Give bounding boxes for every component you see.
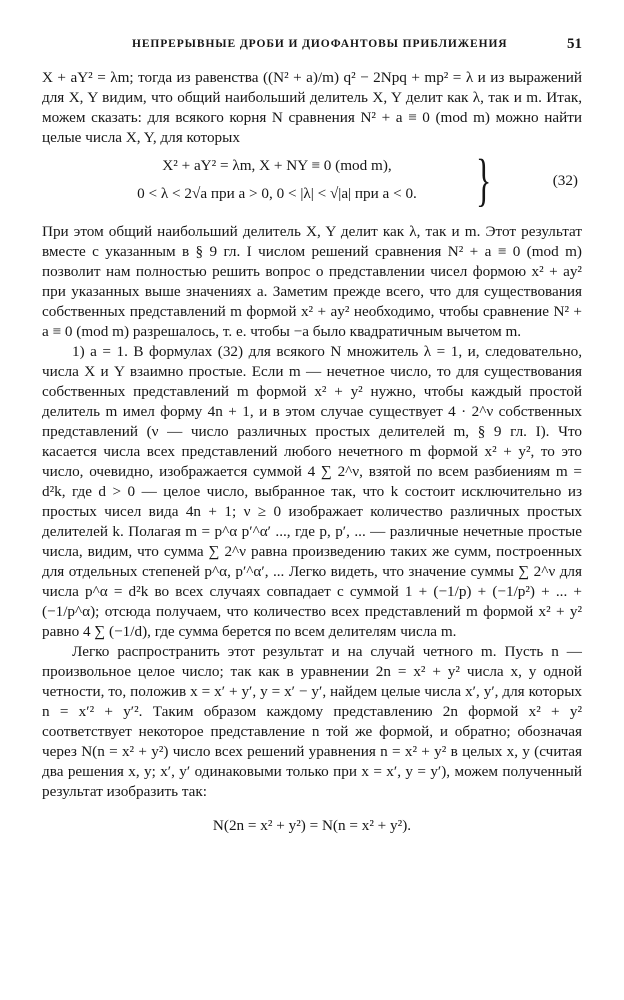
running-head: НЕПРЕРЫВНЫЕ ДРОБИ И ДИОФАНТОВЫ ПРИБЛИЖЕНИЯ xyxy=(132,38,508,50)
equation-32 xyxy=(42,147,582,216)
paragraph-4: Легко распространить этот результат и на случай четного m. Пусть n — произвольное целое число; так как в уравнении 2n = x² + y² числа x, y одной четности, то, положив x = x′ + y′, y = x′ − y′, найдем целые числа x′, y′, для которых n = x′² + y′². Таким образом каждому представлению 2n формой x² + y² соответствует некоторое представление n той же формой, и обратно; обозначая через N(n = x² + y²) число всех решений уравнения n = x² + y² в целых x, y (считая два решения x, y; x′, y′ одинаковыми только при x = x′, y = y′), можем полученный результат изобразить так: xyxy=(42,643,582,800)
equation-number: (32) xyxy=(552,172,578,189)
page-header xyxy=(42,36,582,56)
equation-32-line-2: 0 < λ < 2√a при a > 0, 0 < |λ| < √|a| при a < 0. xyxy=(137,185,417,202)
paragraph-1: X + aY² = λm; тогда из равенства ((N² + a)/m) q² − 2Npq + mp² = λ и из выражений для X, Y видим, что общий наибольший делитель X, Y делит как λ, так и m. Итак, можем сказать: для всякого корня N сравнения N² + a ≡ 0 (mod m) можно найти целые числа X, Y, для которых xyxy=(42,69,582,146)
equation-32-line-1: X² + aY² = λm, X + NY ≡ 0 (mod m), xyxy=(162,157,392,174)
page-number: 51 xyxy=(567,36,582,52)
page-body xyxy=(42,68,582,836)
paragraph-3: 1) a = 1. В формулах (32) для всякого N множитель λ = 1, и, следовательно, числа X и Y взаимно простые. Если m — нечетное число, то для существования собственных представлений m формой x² + y² нужно, чтобы каждый простой делитель m имел форму 4n + 1, и в этом случае существует 4 · 2^ν собственных представлений (ν — число различных простых делителей m, § 9 гл. I). Что касается числа всех представлений любого нечетного m формой x² + y², то это число, очевидно, изображается суммой 4 ∑ 2^ν, взятой по всем разбиениям m = d²k, где d > 0 — целое число, выбранное так, что k состоит исключительно из простых чисел вида 4n + 1; ν ≥ 0 изображает количество различных простых делителей k. Полагая m = p^α p′^α′ ..., где p, p′, ... — различные нечетные простые числа, видим, что сумма ∑ 2^ν равна произведению таких же сумм, построенных для отдельных степеней p^α, p′^α′, ... Легко видеть, что значение суммы ∑ 2^ν для числа p^α = d²k во всех случаях совпадает с суммой 1 + (−1/p) + (−1/p²) + ... + (−1/p^α); отсюда получаем, что количество всех представлений m формой x² + y² равно 4 ∑ (−1/d), где сумма берется по всем делителям числа m. xyxy=(42,343,582,640)
right-brace: } xyxy=(476,147,492,212)
paragraph-2: При этом общий наибольший делитель X, Y делит как λ, так и m. Этот результат вместе с указанным в § 9 гл. I числом решений сравнения N² + a ≡ 0 (mod m) позволит нам полностью решить вопрос о представлении чисел формою x² + ay² при указанных выше значениях a. Заметим прежде всего, что для существования собственных представлений m формой x² + ay² необходимо, чтобы сравнение N² + a ≡ 0 (mod m) разрешалось, т. е. чтобы −a было квадратичным вычетом m. xyxy=(42,223,582,340)
final-formula: N(2n = x² + y²) = N(n = x² + y²). xyxy=(212,817,412,834)
